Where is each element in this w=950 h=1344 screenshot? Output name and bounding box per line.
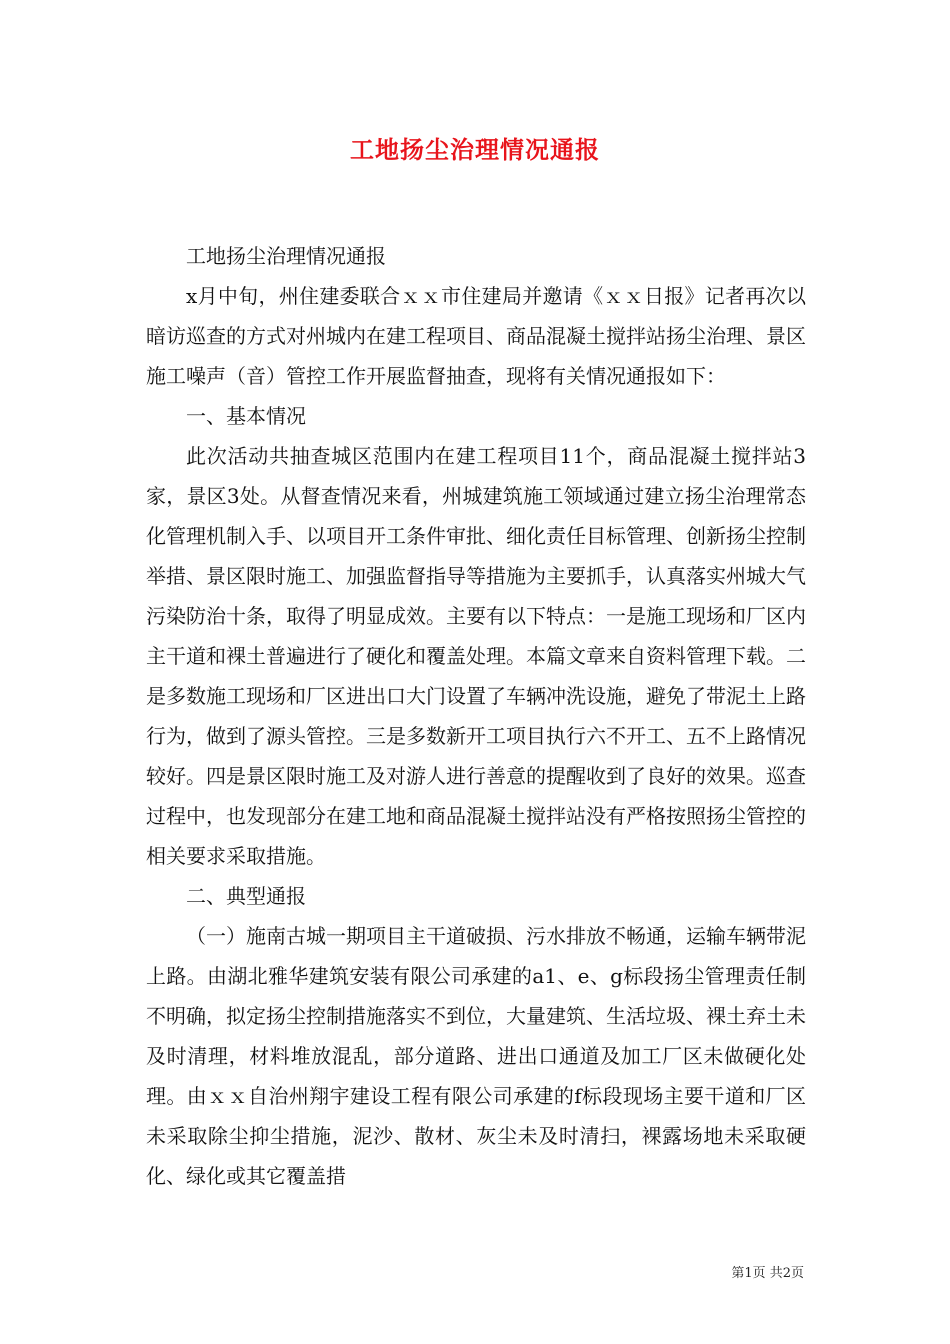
- paragraph-typical-case-1: （一）施南古城一期项目主干道破损、污水排放不畅通，运输车辆带泥上路。由湖北雅华建筑安装有限公司承建的a1、e、g标段扬尘管理责任制不明确，拟定扬尘控制措施落实不到位，大量建筑、生活垃圾、裸土弃土未及时清理，材料堆放混乱，部分道路、进出口通道及加工厂区未做硬化处理。由ｘｘ自治州翔宇建设工程有限公司承建的f标段现场主要干道和厂区未采取除尘抑尘措施，泥沙、散材、灰尘未及时清扫，裸露场地未采取硬化、绿化或其它覆盖措: [146, 924, 806, 1188]
- paragraph-basic-situation: 此次活动共抽查城区范围内在建工程项目11个，商品混凝土搅拌站3家，景区3处。从督查情况来看，州城建筑施工领域通过建立扬尘治理常态化管理机制入手、以项目开工条件审批、细化责任目标管理、创新扬尘控制举措、景区限时施工、加强监督指导等措施为主要抓手，认真落实州城大气污染防治十条，取得了明显成效。主要有以下特点：一是施工现场和厂区内主干道和裸土普遍进行了硬化和覆盖处理。本篇文章来自资料管理下载。二是多数施工现场和厂区进出口大门设置了车辆冲洗设施，避免了带泥土上路行为，做到了源头管控。三是多数新开工项目执行六不开工、五不上路情况较好。四是景区限时施工及对游人进行善意的提醒收到了良好的效果。巡查过程中，也发现部分在建工地和商品混凝土搅拌站没有严格按照扬尘管控的相关要求采取措施。: [146, 444, 806, 868]
- document-body: [146, 236, 806, 1196]
- page-number-footer: 第1页 共2页: [731, 1266, 804, 1281]
- section-heading-typical: 二、典型通报: [186, 884, 306, 908]
- section-heading-basic: 一、基本情况: [186, 404, 306, 428]
- paragraph-heading: 工地扬尘治理情况通报: [186, 244, 386, 268]
- document-title: 工地扬尘治理情况通报: [350, 135, 600, 164]
- paragraph-intro: x月中旬，州住建委联合ｘｘ市住建局并邀请《ｘｘ日报》记者再次以暗访巡查的方式对州城内在建工程项目、商品混凝土搅拌站扬尘治理、景区施工噪声（音）管控工作开展监督抽查，现将有关情况通报如下：: [146, 284, 806, 388]
